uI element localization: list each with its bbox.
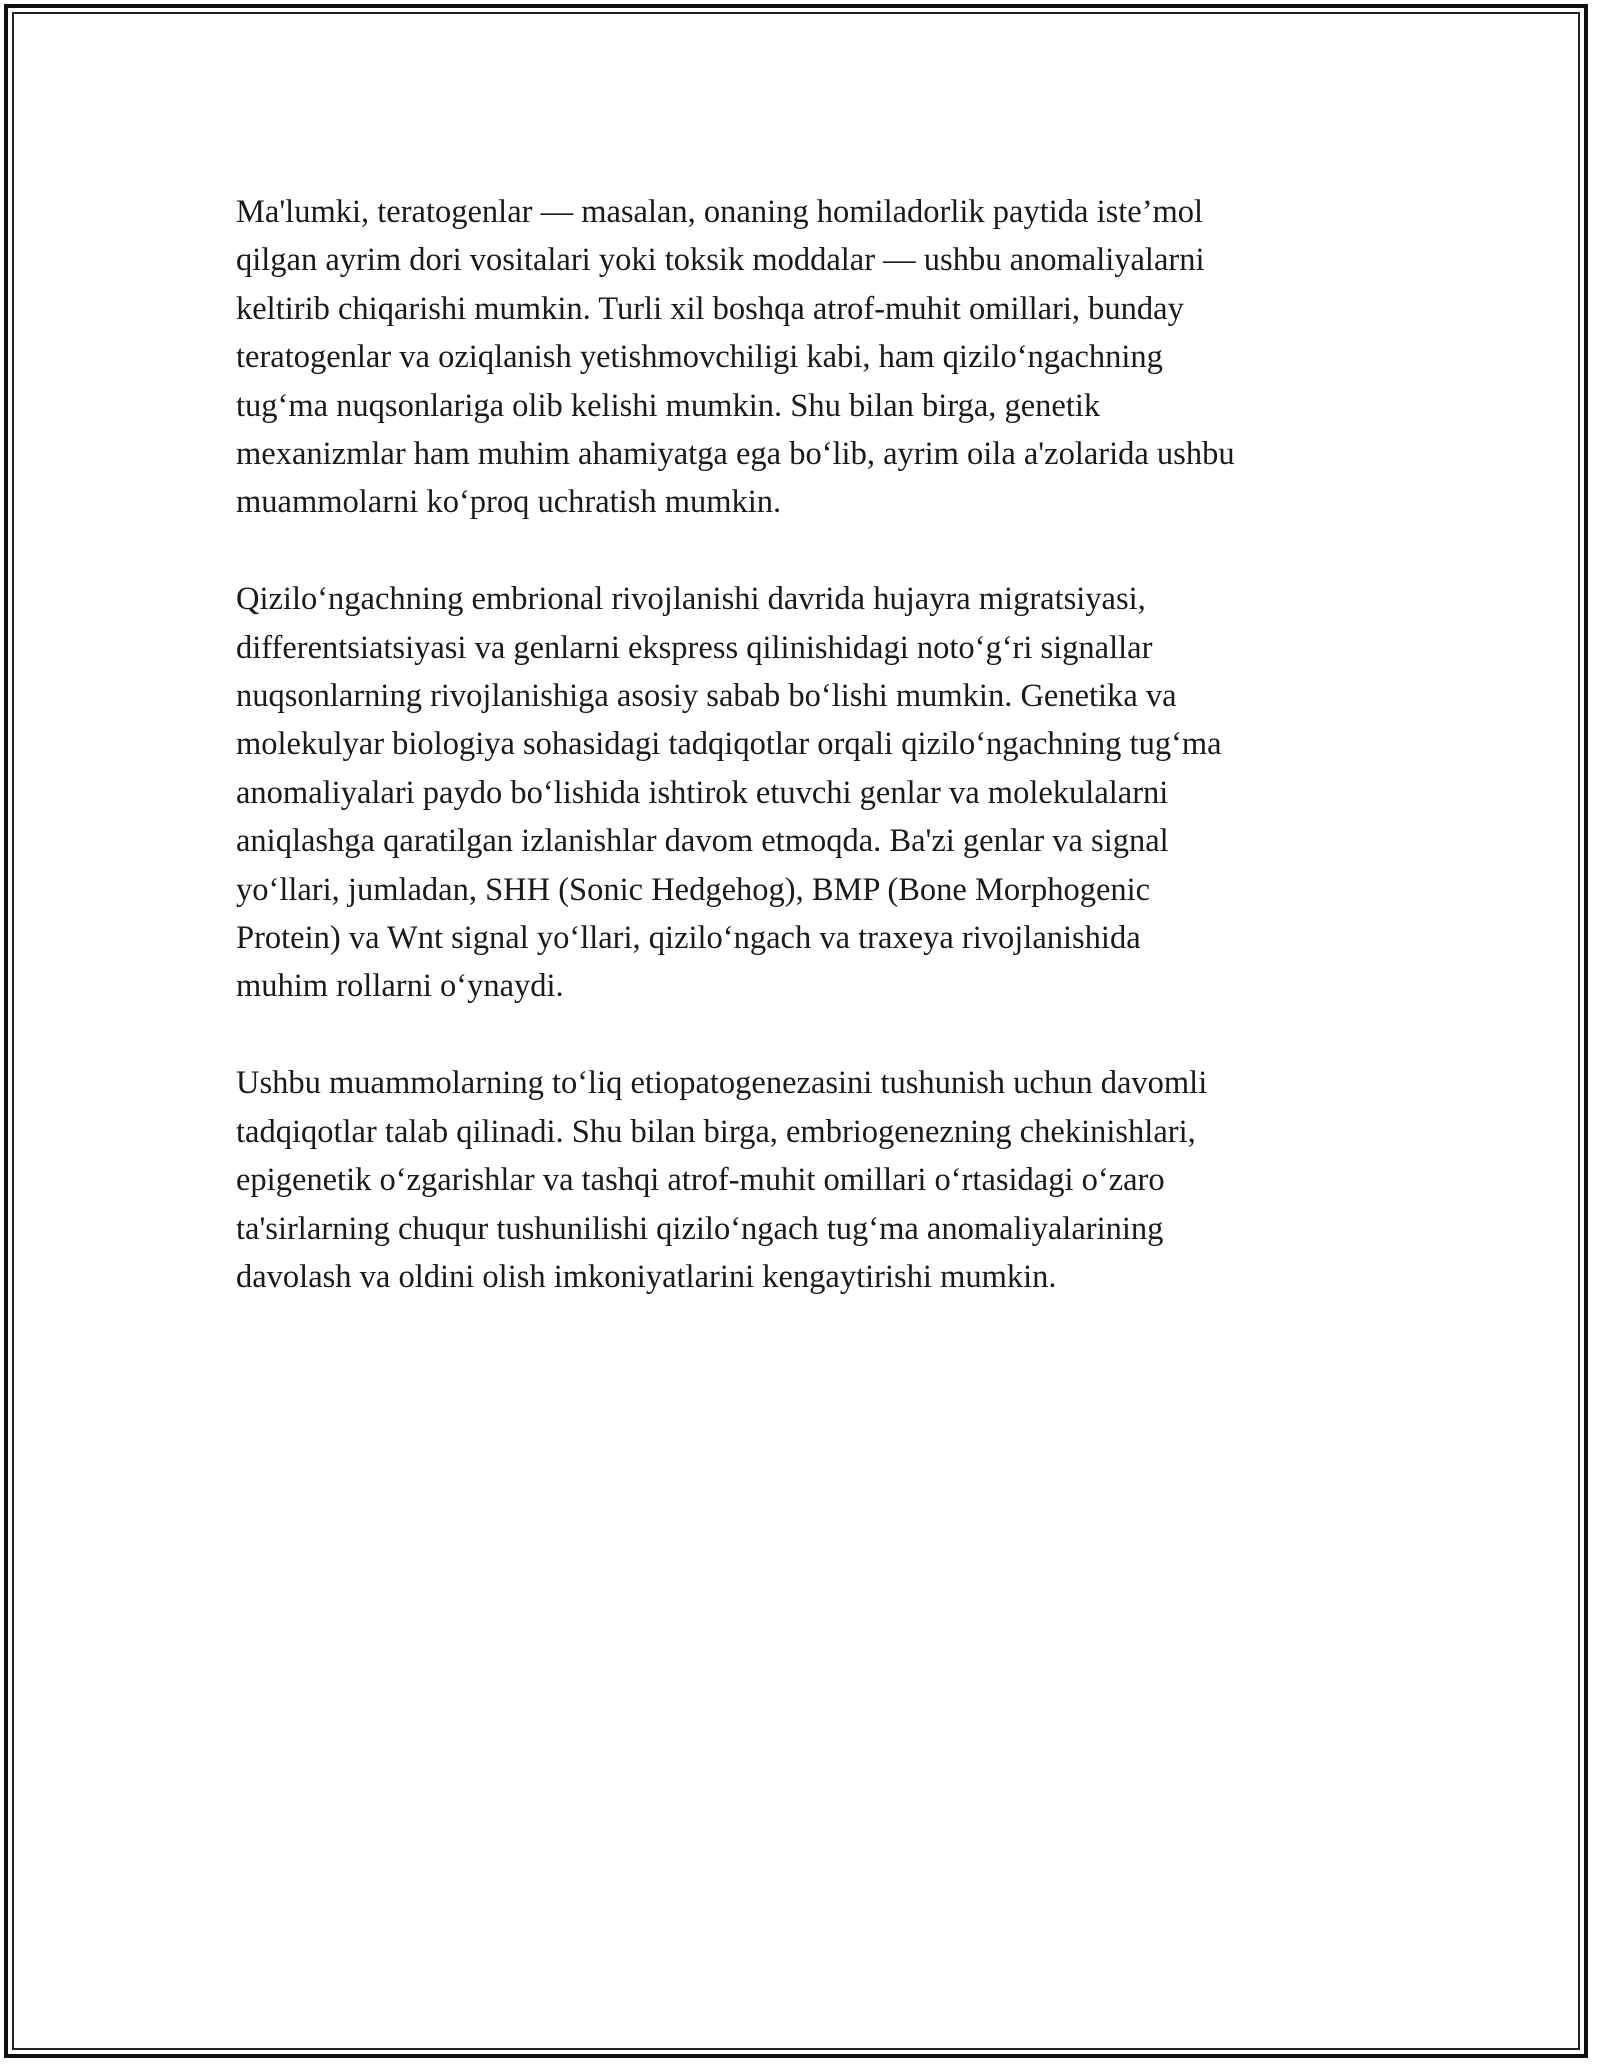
paragraph-teratogens: Ma'lumki, teratogenlar — masalan, onaning homiladorlik paytida iste’mol qilgan ayrim dori vositalari yoki toksik moddalar — ushbu anomaliyalarni keltirib chiqarishi mumkin. Turli xil boshqa atrof-muhit omillari, bunday teratogenlar va oziqlanish yetishmovchiligi kabi, ham qizilo‘ngachning tug‘ma nuqsonlariga olib kelishi mumkin. Shu bilan birga, genetik mexanizmlar ham muhim ahamiyatga ega bo‘lib, ayrim oila a'zolarida ushbu muammolarni ko‘proq uchratish mumkin. bbox=[236, 194, 1235, 521]
paragraph-etiopathogenesis: Ushbu muammolarning to‘liq etiopatogenezasini tushunish uchun davomli tadqiqotlar talab qilinadi. Shu bilan birga, embriogenezning chekinishlari, epigenetik o‘zgarishlar va tashqi atrof-muhit omillari o‘rtasidagi o‘zaro ta'sirlarning chuqur tushunilishi qizilo‘ngach tug‘ma anomaliyalarining davolash va oldini olish imkoniyatlarini kengaytirishi mumkin. bbox=[236, 1065, 1208, 1295]
document-body bbox=[236, 188, 1376, 1350]
paragraph-embryonal-development: Qizilo‘ngachning embrional rivojlanishi davrida hujayra migratsiyasi, differentsiatsiyasi va genlarni ekspress qilinishidagi noto‘g‘ri signallar nuqsonlarning rivojlanishiga asosiy sabab bo‘lishi mumkin. Genetika va molekulyar biologiya sohasidagi tadqiqotlar orqali qizilo‘ngachning tug‘ma anomaliyalari paydo bo‘lishida ishtirok etuvchi genlar va molekulalarni aniqlashga qaratilgan izlanishlar davom etmoqda. Ba'zi genlar va signal yo‘llari, jumladan, SHH (Sonic Hedgehog), BMP (Bone Morphogenic Protein) va Wnt signal yo‘llari, qizilo‘ngach va traxeya rivojlanishida muhim rollarni o‘ynaydi. bbox=[236, 581, 1222, 1005]
